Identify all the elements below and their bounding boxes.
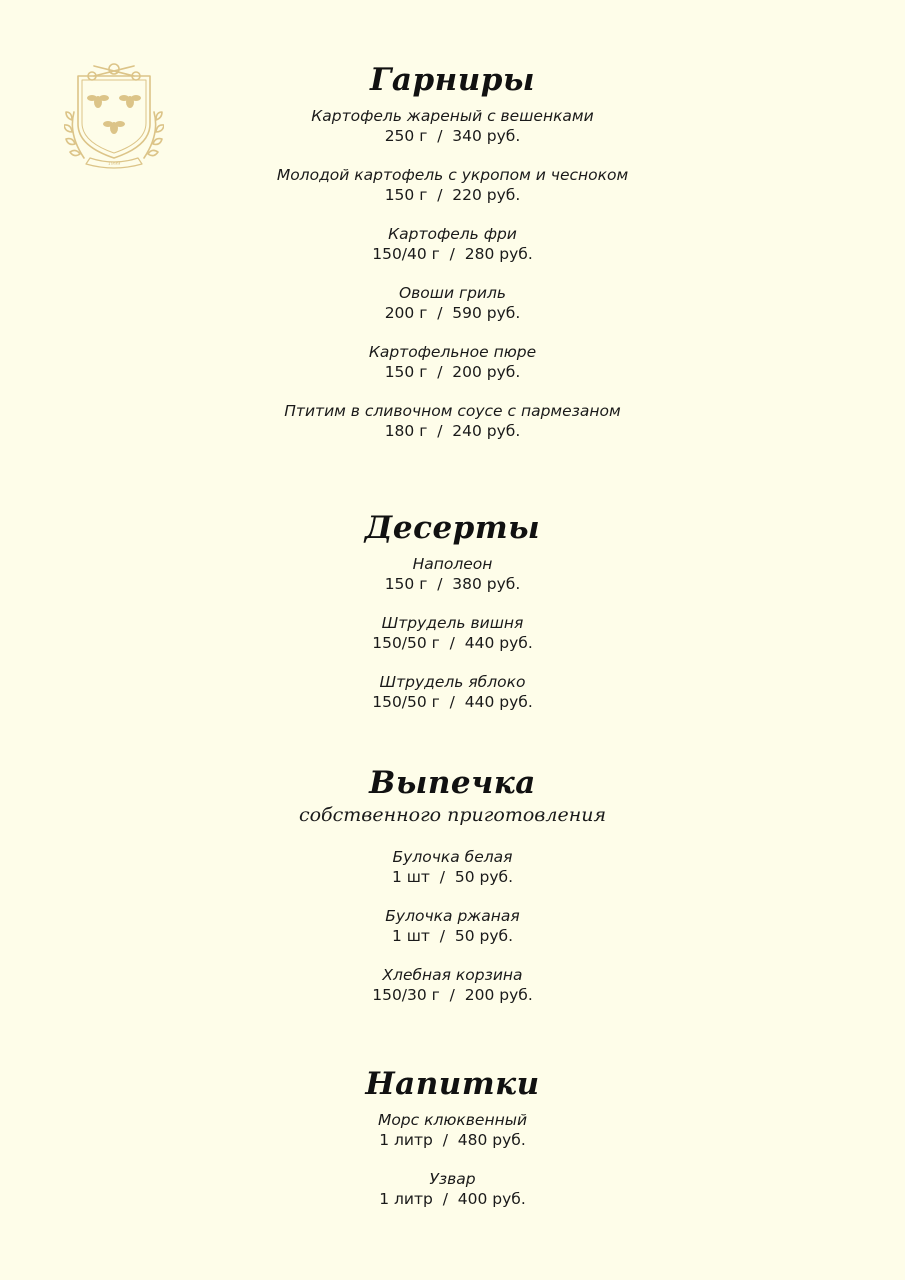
menu-item-name: Картофель жареный с вешенками	[311, 107, 594, 125]
menu-item-name: Птитим в сливочном соусе с пармезаном	[284, 402, 621, 420]
menu-item-name: Морс клюквенный	[377, 1111, 528, 1129]
menu-item-name: Овоши гриль	[398, 284, 507, 302]
menu-item-list	[0, 106, 905, 441]
section-title: Десерты	[364, 510, 541, 546]
menu-item-price: 250 г / 340 руб.	[384, 127, 521, 145]
menu-item-name: Штрудель яблоко	[379, 673, 526, 691]
menu-item	[0, 554, 905, 594]
menu-item-price: 200 г / 590 руб.	[384, 304, 521, 322]
section-title: Гарниры	[369, 62, 536, 98]
menu-item	[0, 224, 905, 264]
menu-item-price: 180 г / 240 руб.	[384, 422, 521, 440]
menu-item	[0, 283, 905, 323]
menu-item-list	[0, 554, 905, 712]
menu-item-price: 150/30 г / 200 руб.	[372, 986, 533, 1004]
menu-item-name: Картофель фри	[388, 225, 517, 243]
section-title: Выпечка	[369, 765, 536, 801]
menu-section-desserts	[0, 510, 905, 712]
menu-item	[0, 401, 905, 441]
menu-item-name: Штрудель вишня	[381, 614, 524, 632]
menu-item-name: Наполеон	[412, 555, 493, 573]
menu-item	[0, 1169, 905, 1209]
menu-item-price: 150/50 г / 440 руб.	[372, 693, 533, 711]
menu-item-price: 150/40 г / 280 руб.	[372, 245, 533, 263]
menu-item-name: Булочка белая	[392, 848, 513, 866]
menu-section-garnish	[0, 62, 905, 441]
menu-item-name: Узвар	[429, 1170, 476, 1188]
menu-item-price: 150/50 г / 440 руб.	[372, 634, 533, 652]
menu-item-price: 150 г / 380 руб.	[384, 575, 521, 593]
section-title: Напитки	[365, 1066, 540, 1102]
menu-item	[0, 906, 905, 946]
menu-item-price: 1 шт / 50 руб.	[391, 927, 514, 945]
menu-item-price: 1 литр / 400 руб.	[379, 1190, 526, 1208]
menu-item-price: 150 г / 220 руб.	[384, 186, 521, 204]
menu-item	[0, 106, 905, 146]
menu-item	[0, 847, 905, 887]
crest-year: 1999	[107, 161, 121, 167]
menu-item-list	[0, 847, 905, 1005]
menu-section-bakery	[0, 765, 905, 1005]
menu-item-price: 150 г / 200 руб.	[384, 363, 521, 381]
menu-item-name: Картофельное пюре	[368, 343, 537, 361]
menu-item-price: 1 шт / 50 руб.	[391, 868, 514, 886]
menu-item	[0, 965, 905, 1005]
menu-item-list	[0, 1110, 905, 1209]
menu-item-name: Молодой картофель с укропом и чесноком	[276, 166, 629, 184]
menu-item-name: Булочка ржаная	[385, 907, 520, 925]
menu-item	[0, 165, 905, 205]
menu-item-price: 1 литр / 480 руб.	[379, 1131, 526, 1149]
section-subtitle: собственного приготовления	[298, 804, 607, 826]
menu-item-name: Хлебная корзина	[382, 966, 523, 984]
menu-item	[0, 342, 905, 382]
menu-item	[0, 1110, 905, 1150]
menu-section-drinks	[0, 1066, 905, 1209]
menu-item	[0, 613, 905, 653]
menu-item	[0, 672, 905, 712]
